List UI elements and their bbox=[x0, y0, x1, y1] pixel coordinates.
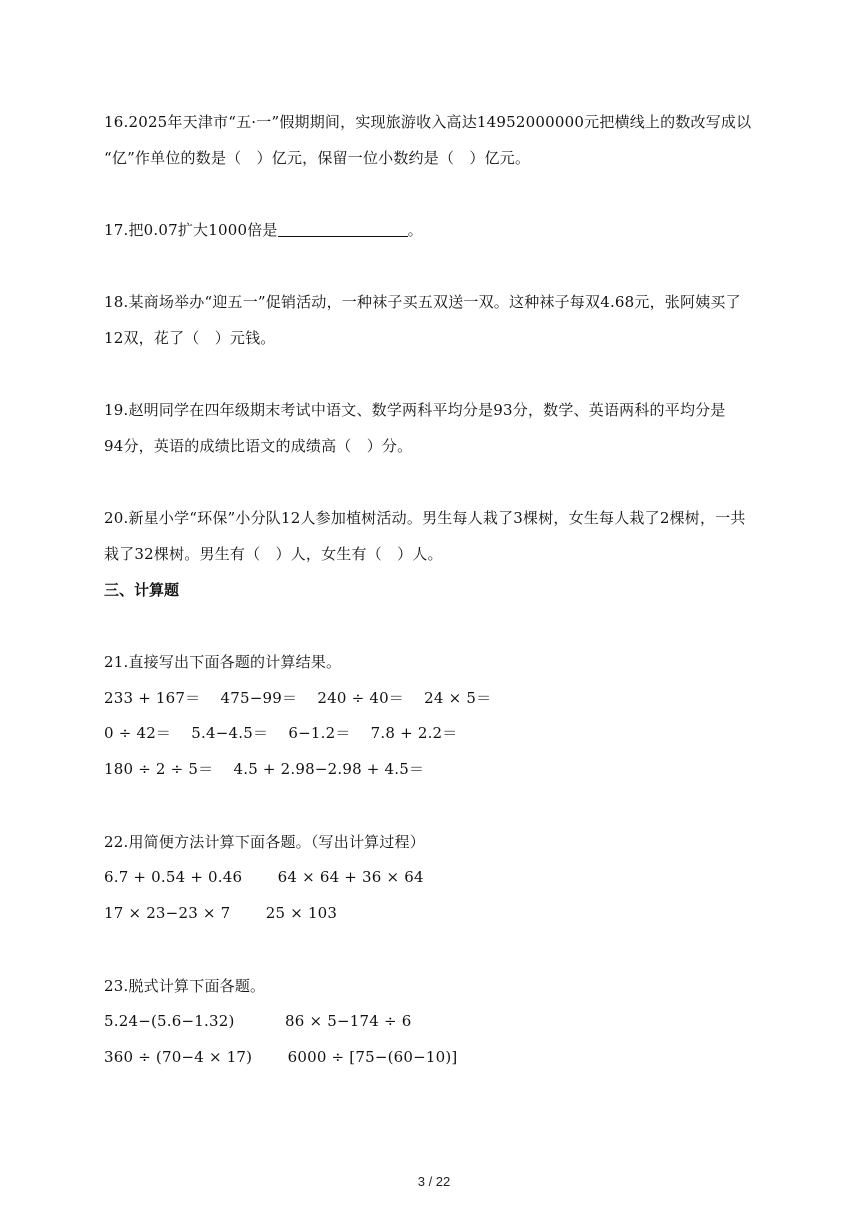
question-17-end: 。 bbox=[407, 221, 423, 239]
question-23-row-1: 5.24−(5.6−1.32) 86 × 5−174 ÷ 6 bbox=[104, 1012, 412, 1030]
question-16-line-2: “亿”作单位的数是（ ）亿元，保留一位小数约是（ ）亿元。 bbox=[104, 149, 531, 167]
question-21-row-1: 233 + 167＝ 475−99＝ 240 ÷ 40＝ 24 × 5＝ bbox=[104, 689, 492, 707]
question-21-row-2: 0 ÷ 42＝ 5.4−4.5＝ 6−1.2＝ 7.8 + 2.2＝ bbox=[104, 724, 458, 742]
question-18-line-2: 12双，花了（ ）元钱。 bbox=[104, 329, 276, 347]
question-23-title: 23.脱式计算下面各题。 bbox=[104, 977, 266, 995]
section-3-title: 三、计算题 bbox=[104, 581, 180, 599]
question-20-line-2: 栽了32棵树。男生有（ ）人，女生有（ ）人。 bbox=[104, 545, 443, 563]
question-17-text: 17.把0.07扩大1000倍是 bbox=[104, 221, 278, 239]
question-21-row-3: 180 ÷ 2 ÷ 5＝ 4.5 + 2.98−2.98 + 4.5＝ bbox=[104, 760, 425, 778]
question-21-title: 21.直接写出下面各题的计算结果。 bbox=[104, 653, 342, 671]
question-19-line-2: 94分，英语的成绩比语文的成绩高（ ）分。 bbox=[104, 437, 413, 455]
question-17 bbox=[104, 220, 423, 240]
answer-blank bbox=[278, 222, 408, 237]
question-20-line-1: 20.新星小学“环保”小分队12人参加植树活动。男生每人栽了3棵树，女生每人栽了2棵树，一共 bbox=[104, 509, 746, 527]
question-23-row-2: 360 ÷ (70−4 × 17) 6000 ÷ [75−(60−10)] bbox=[104, 1048, 458, 1066]
page-number: 3 / 22 bbox=[417, 1174, 451, 1189]
question-22-row-1: 6.7 + 0.54 + 0.46 64 × 64 + 36 × 64 bbox=[104, 868, 424, 886]
question-22-row-2: 17 × 23−23 × 7 25 × 103 bbox=[104, 904, 338, 922]
question-18-line-1: 18.某商场举办“迎五一”促销活动，一种袜子买五双送一双。这种袜子每双4.68元，张阿姨买了 bbox=[104, 293, 741, 311]
question-22-title: 22.用简便方法计算下面各题。（写出计算过程） bbox=[104, 833, 425, 851]
question-16-line-1: 16.2025年天津市“五·一”假期期间，实现旅游收入高达14952000000元把横线上的数改写成以 bbox=[104, 113, 752, 131]
question-19-line-1: 19.赵明同学在四年级期末考试中语文、数学两科平均分是93分，数学、英语两科的平均分是 bbox=[104, 401, 726, 419]
